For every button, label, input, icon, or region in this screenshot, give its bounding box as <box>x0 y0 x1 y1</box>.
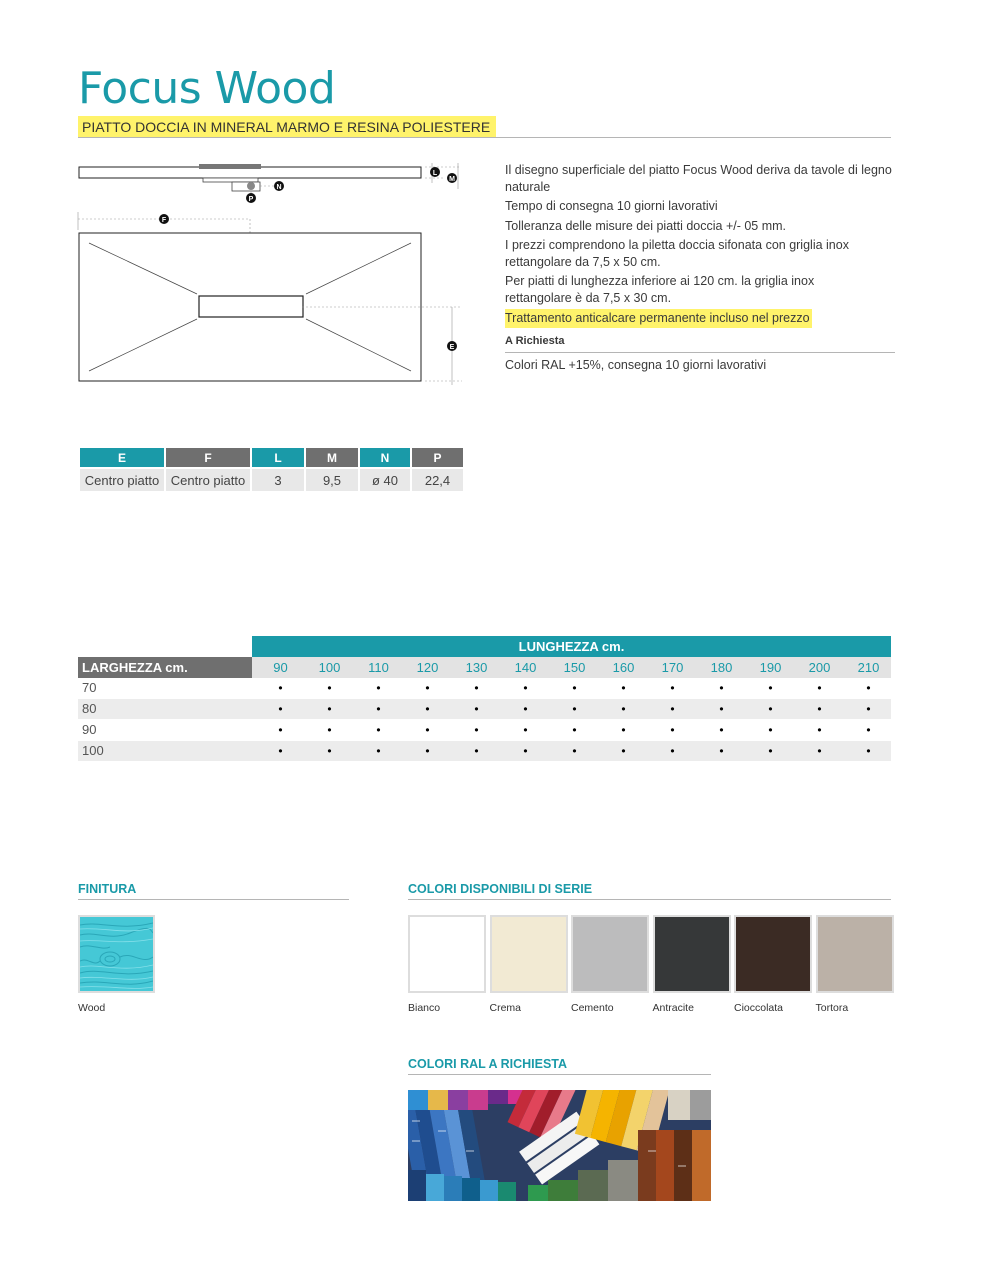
svg-text:N: N <box>276 184 282 191</box>
availability-dot: • <box>817 723 822 737</box>
availability-dot: • <box>817 681 822 695</box>
availability-dot: • <box>425 681 430 695</box>
availability-dot: • <box>866 702 871 716</box>
length-value: 210 <box>857 660 880 675</box>
color-name: Antracite <box>652 1002 694 1014</box>
ral-note: Colori RAL +15%, consegna 10 giorni lavorativi <box>505 358 767 372</box>
size-row <box>78 678 891 698</box>
colors-heading: COLORI DISPONIBILI DI SERIE <box>408 882 593 896</box>
availability-dot: • <box>768 723 773 737</box>
availability-dot: • <box>523 681 528 695</box>
colors-divider <box>408 899 891 900</box>
page-subtitle: PIATTO DOCCIA IN MINERAL MARMO E RESINA POLIESTERE <box>78 116 496 138</box>
availability-dot: • <box>278 702 283 716</box>
size-row <box>78 720 891 740</box>
dim-value-f: Centro piatto <box>166 467 250 491</box>
availability-dot: • <box>425 744 430 758</box>
availability-dot: • <box>866 744 871 758</box>
length-header: LUNGHEZZA cm. <box>252 636 891 657</box>
ral-divider <box>408 1074 711 1075</box>
label-f <box>159 214 169 224</box>
width-value: 90 <box>82 722 97 737</box>
availability-dot: • <box>376 702 381 716</box>
length-value: 160 <box>612 660 635 675</box>
dim-value-n: ø 40 <box>360 467 410 491</box>
length-value: 120 <box>416 660 439 675</box>
product-description <box>505 162 895 374</box>
length-value: 150 <box>563 660 586 675</box>
availability-dot: • <box>572 723 577 737</box>
availability-dot: • <box>376 681 381 695</box>
availability-dot: • <box>376 723 381 737</box>
length-value: 140 <box>514 660 537 675</box>
availability-dot: • <box>278 681 283 695</box>
dimension-table <box>78 448 465 491</box>
label-e <box>447 341 457 351</box>
label-m <box>447 173 457 183</box>
availability-dot: • <box>425 702 430 716</box>
drain-outlet <box>232 182 260 191</box>
label-l <box>430 167 440 177</box>
color-name: Cemento <box>571 1002 614 1014</box>
color-swatch <box>653 915 731 993</box>
color-name: Tortora <box>815 1002 849 1014</box>
width-value: 70 <box>82 680 97 695</box>
drain-body <box>203 178 258 182</box>
svg-text:M: M <box>449 176 455 183</box>
availability-dot: • <box>572 744 577 758</box>
svg-text:F: F <box>161 217 167 224</box>
ral-heading: COLORI RAL A RICHIESTA <box>408 1057 568 1071</box>
technical-drawing <box>70 155 470 390</box>
finish-name: Wood <box>78 1002 106 1014</box>
color-swatch <box>816 915 894 993</box>
availability-dot: • <box>670 744 675 758</box>
availability-dot: • <box>621 723 626 737</box>
dim-header-e: E <box>80 448 164 467</box>
availability-dot: • <box>719 681 724 695</box>
desc-paragraph: I prezzi comprendono la piletta doccia sifonata con griglia inox rettangolare da 7,5 x 50 cm. <box>505 238 849 269</box>
label-p <box>246 193 256 203</box>
dim-header-f: F <box>166 448 250 467</box>
availability-dot: • <box>621 702 626 716</box>
size-row <box>78 699 891 719</box>
availability-dot: • <box>719 702 724 716</box>
availability-dot: • <box>621 744 626 758</box>
color-name: Crema <box>489 1002 522 1014</box>
width-header: LARGHEZZA cm. <box>78 657 252 678</box>
availability-dot: • <box>621 681 626 695</box>
highlight-note: Trattamento anticalcare permanente incluso nel prezzo <box>505 309 812 328</box>
color-name: Bianco <box>408 1002 441 1014</box>
page-title: Focus Wood <box>78 63 336 114</box>
svg-text:P: P <box>248 196 254 203</box>
dim-header-p: P <box>412 448 463 467</box>
svg-text:L: L <box>432 170 438 177</box>
width-value: 80 <box>82 701 97 716</box>
dim-header-n: N <box>360 448 410 467</box>
drain-pipe <box>247 182 255 190</box>
dim-value-l: 3 <box>252 467 304 491</box>
availability-dot: • <box>670 681 675 695</box>
desc-paragraph: Per piatti di lunghezza inferiore ai 120 cm. la griglia inox rettangolare è da 7,5 x 30 cm. <box>505 274 815 305</box>
title-divider <box>78 137 891 138</box>
drain-grate <box>199 164 261 169</box>
length-value: 130 <box>465 660 488 675</box>
availability-dot: • <box>376 744 381 758</box>
color-swatch <box>408 915 486 993</box>
size-row <box>78 741 891 761</box>
desc-paragraph: Tolleranza delle misure dei piatti doccia +/- 05 mm. <box>505 218 787 233</box>
availability-dot: • <box>719 723 724 737</box>
dim-value-e: Centro piatto <box>80 467 164 491</box>
availability-dot: • <box>523 744 528 758</box>
length-value: 110 <box>368 660 389 675</box>
width-value: 100 <box>82 743 104 758</box>
availability-dot: • <box>817 702 822 716</box>
color-name: Cioccolata <box>734 1002 784 1014</box>
availability-dot: • <box>327 702 332 716</box>
availability-dot: • <box>474 744 479 758</box>
dim-value-m: 9,5 <box>306 467 358 491</box>
wood-finish-swatch <box>78 915 155 993</box>
length-value: 90 <box>273 660 288 675</box>
availability-dot: • <box>817 744 822 758</box>
finish-divider <box>78 899 349 900</box>
availability-dot: • <box>768 681 773 695</box>
label-n <box>274 181 284 191</box>
dim-header-m: M <box>306 448 358 467</box>
availability-dot: • <box>866 723 871 737</box>
availability-dot: • <box>474 681 479 695</box>
svg-text:E: E <box>449 344 455 351</box>
availability-dot: • <box>474 723 479 737</box>
availability-dot: • <box>278 744 283 758</box>
length-value: 180 <box>710 660 733 675</box>
availability-dot: • <box>327 744 332 758</box>
availability-dot: • <box>474 702 479 716</box>
finish-heading: FINITURA <box>78 882 137 896</box>
ral-color-fan-image <box>408 1090 711 1201</box>
desc-paragraph: Tempo di consegna 10 giorni lavorativi <box>505 199 718 213</box>
availability-dot: • <box>327 681 332 695</box>
availability-dot: • <box>572 681 577 695</box>
dim-value-p: 22,4 <box>412 467 463 491</box>
color-swatch <box>490 915 568 993</box>
desc-paragraph: Il disegno superficiale del piatto Focus Wood deriva da tavole di legno naturale <box>505 163 892 194</box>
availability-dot: • <box>670 702 675 716</box>
color-swatch <box>571 915 649 993</box>
on-request-label: A Richiesta <box>505 333 895 354</box>
availability-dot: • <box>327 723 332 737</box>
availability-dot: • <box>866 681 871 695</box>
availability-dot: • <box>719 744 724 758</box>
length-value: 190 <box>759 660 782 675</box>
availability-dot: • <box>523 702 528 716</box>
plan-drain <box>199 296 303 317</box>
availability-dot: • <box>670 723 675 737</box>
availability-dot: • <box>425 723 430 737</box>
length-value: 100 <box>318 660 341 675</box>
availability-dot: • <box>768 744 773 758</box>
availability-dot: • <box>278 723 283 737</box>
length-value: 170 <box>661 660 684 675</box>
length-value: 200 <box>808 660 831 675</box>
color-swatch <box>734 915 812 993</box>
availability-dot: • <box>523 723 528 737</box>
availability-dot: • <box>768 702 773 716</box>
dim-header-l: L <box>252 448 304 467</box>
availability-dot: • <box>572 702 577 716</box>
